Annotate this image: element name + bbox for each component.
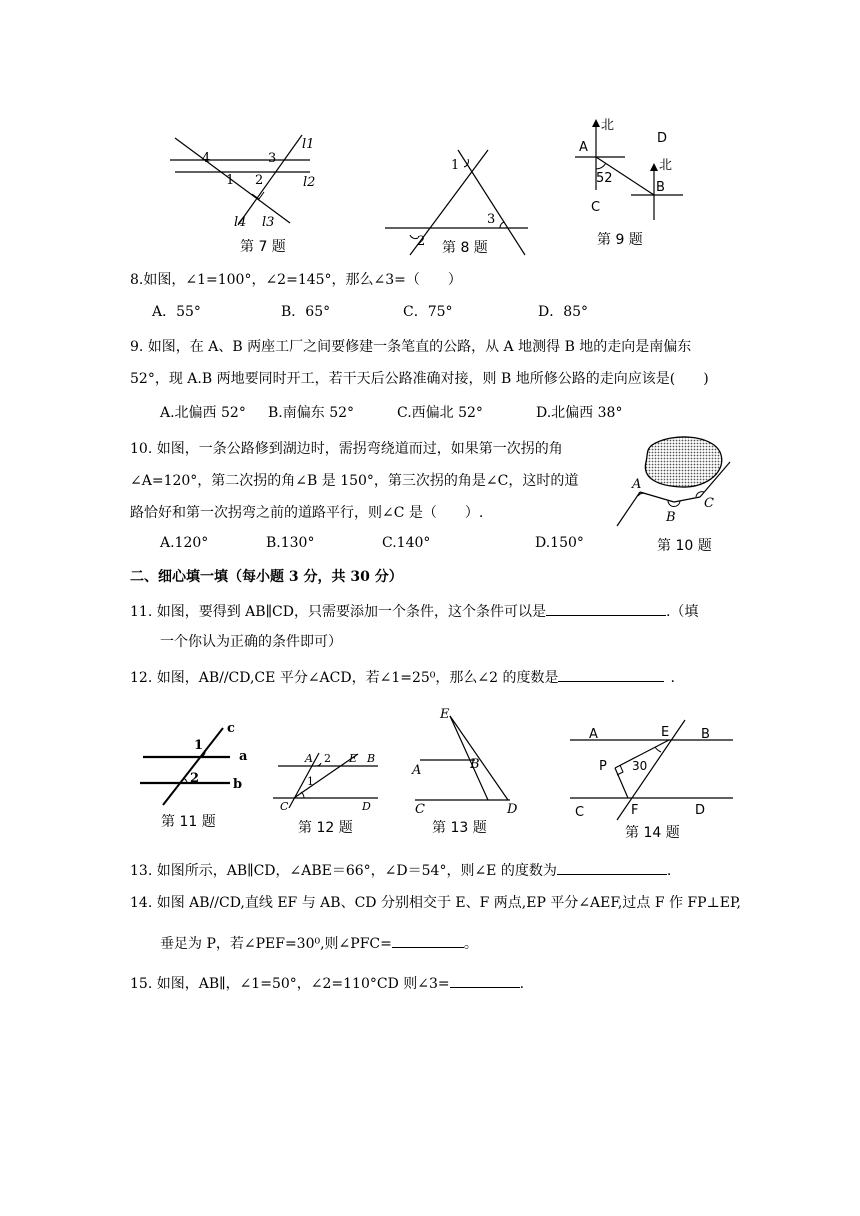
q10-option-b[interactable]: B.130° [266,535,315,551]
q14-stem-text: 垂足为 P，若∠PEF=30⁰,则∠PFC= [160,936,392,952]
fig7-label-2: 2 [255,173,264,188]
fig9-label-c: C [591,200,601,215]
q14-answer-blank[interactable] [392,933,464,948]
fig12-label-d: D [362,800,371,813]
q12-stem-end: . [670,670,675,686]
section-2-heading: 二、细心填一填（每小题 3 分，共 30 分） [130,569,403,585]
q14-stem-end: 。 [463,936,478,952]
fig14-label-d: D [695,803,706,818]
fig7-label-l3: l3 [262,215,275,230]
q15-answer-blank[interactable] [450,973,520,988]
fig13-label-c: C [415,802,425,817]
figure-11 [135,720,255,835]
fig14-label-30: 30 [632,759,648,773]
fig13-label-d: D [507,802,518,817]
fig13-label-e: E [440,707,450,722]
q11-stem-text-end: .（填 [665,604,699,620]
fig10-label-b: B [666,510,676,525]
q8-stem: 8.如图，∠1=100°，∠2=145°，那么∠3=（ ） [130,272,462,288]
figure-10 [612,430,737,555]
fig14-caption: 第 14 题 [625,825,680,841]
fig12-label-c: C [280,800,289,813]
q9-stem-line1: 9. 如图，在 A、B 两座工厂之间要修建一条笔直的公路，从 A 地测得 B 地的走向是南偏东 [130,339,692,355]
fig14-label-b: B [701,727,710,742]
fig8-label-3: 3 [487,212,496,227]
fig7-label-1: 1 [226,173,235,188]
fig9-label-52: 52 [596,171,613,186]
q9-option-a[interactable]: A.北偏西 52° [160,405,246,421]
q8-option-d[interactable]: D．85° [538,304,589,320]
q8-option-a[interactable]: A．55° [152,304,201,320]
fig14-label-c: C [575,805,585,820]
fig12-label-2: 2 [324,752,331,765]
fig12-label-a: A [305,752,313,765]
fig9-caption: 第 9 题 [597,232,643,248]
fig9-label-b: B [656,180,665,195]
fig11-label-b: b [233,777,243,792]
fig10-caption: 第 10 题 [657,538,712,554]
q12-stem-text: 12. 如图，AB//CD,CE 平分∠ACD，若∠1=25⁰，那么∠2 的度数是 [130,670,559,686]
figure-10-diagram [612,430,737,555]
q9-option-b[interactable]: B.南偏东 52° [268,405,355,421]
fig10-label-c: C [704,496,714,511]
q14-stem-line1: 14. 如图 AB//CD,直线 EF 与 AB、CD 分别相交于 E、F 两点,EP 平分∠AEF,过点 F 作 FP⊥EP, [130,895,741,911]
q12-answer-blank[interactable] [558,667,664,682]
q14-stem-line2 [160,933,478,953]
fig14-label-e: E [661,725,670,740]
figure-13 [410,708,530,840]
q9-option-d[interactable]: D.北偏西 38° [536,405,623,421]
figure-7 [170,130,330,255]
fig8-label-2: 2 [417,234,426,249]
fig13-label-a: A [412,763,422,778]
fig7-label-l1: l1 [302,137,315,152]
fig14-label-f: F [631,803,639,818]
q10-stem-line2: ∠A=120°，第二次拐的角∠B 是 150°，第三次拐的角是∠C，这时的道 [130,473,579,489]
q12-stem [130,667,675,687]
fig13-caption: 第 13 题 [432,820,487,836]
fig11-caption: 第 11 题 [161,814,216,830]
fig13-label-b: B [470,757,480,772]
figure-12 [270,748,390,843]
q13-stem-text: 13. 如图所示，AB∥CD，∠ABE＝66°，∠D＝54°，则∠E 的度数为 [130,863,557,879]
q8-option-b[interactable]: B．65° [281,304,331,320]
q13-stem-end: . [666,863,672,879]
q11-stem-text: 11. 如图，要得到 AB∥CD，只需要添加一个条件，这个条件可以是 [130,604,546,620]
fig11-label-c: c [227,721,235,736]
fig12-label-e: E [349,752,358,765]
fig12-caption: 第 12 题 [298,820,353,836]
fig9-label-d: D [657,131,668,146]
fig9-label-a: A [579,140,588,155]
q10-option-a[interactable]: A.120° [160,535,209,551]
fig7-label-3: 3 [268,151,277,166]
fig14-label-p: P [599,759,607,774]
q10-option-c[interactable]: C.140° [382,535,431,551]
fig7-label-l4: l4 [234,215,247,230]
fig8-label-1: 1 [451,158,460,173]
fig11-label-1: 1 [194,738,204,753]
q11-answer-blank[interactable] [546,601,666,616]
q10-stem-line1: 10. 如图，一条公路修到湖边时，需拐弯绕道而过，如果第一次拐的角 [130,441,563,457]
q15-stem-end: . [519,976,525,992]
q15-stem [130,973,524,993]
fig11-label-2: 2 [190,771,200,786]
fig8-caption: 第 8 题 [442,240,488,256]
q15-stem-text: 15. 如图，AB∥，∠1=50°，∠2=110°CD 则∠3= [130,976,450,992]
q10-stem-line3: 路恰好和第一次拐弯之前的道路平行，则∠C 是（ ）. [130,505,484,521]
fig10-label-a: A [632,477,642,492]
q10-option-d[interactable]: D.150° [535,535,584,551]
q8-option-c[interactable]: C．75° [403,304,453,320]
q13-answer-blank[interactable] [557,860,667,875]
q11-stem-line2: 一个你认为正确的条件即可） [160,634,342,650]
figure-9 [565,115,695,255]
fig7-label-l2: l2 [303,175,316,190]
lake-shape [645,437,721,487]
q9-option-c[interactable]: C.西偏北 52° [397,405,483,421]
fig12-label-b: B [367,752,376,765]
q9-stem-line2: 52°，现 A.B 两地要同时开工，若干天后公路准确对接，则 B 地所修公路的走向应该是( ) [130,371,709,387]
fig9-label-north-a: 北 [601,118,615,133]
q11-stem-line1 [130,601,698,621]
fig14-label-a: A [589,727,598,742]
fig12-label-1: 1 [307,775,314,788]
figure-14 [565,718,735,843]
fig7-label-4: 4 [202,151,211,166]
figure-8 [380,145,530,260]
fig9-label-north-b: 北 [659,158,673,173]
fig11-label-a: a [239,749,248,764]
q13-stem [130,860,671,880]
fig7-caption: 第 7 题 [240,239,286,255]
